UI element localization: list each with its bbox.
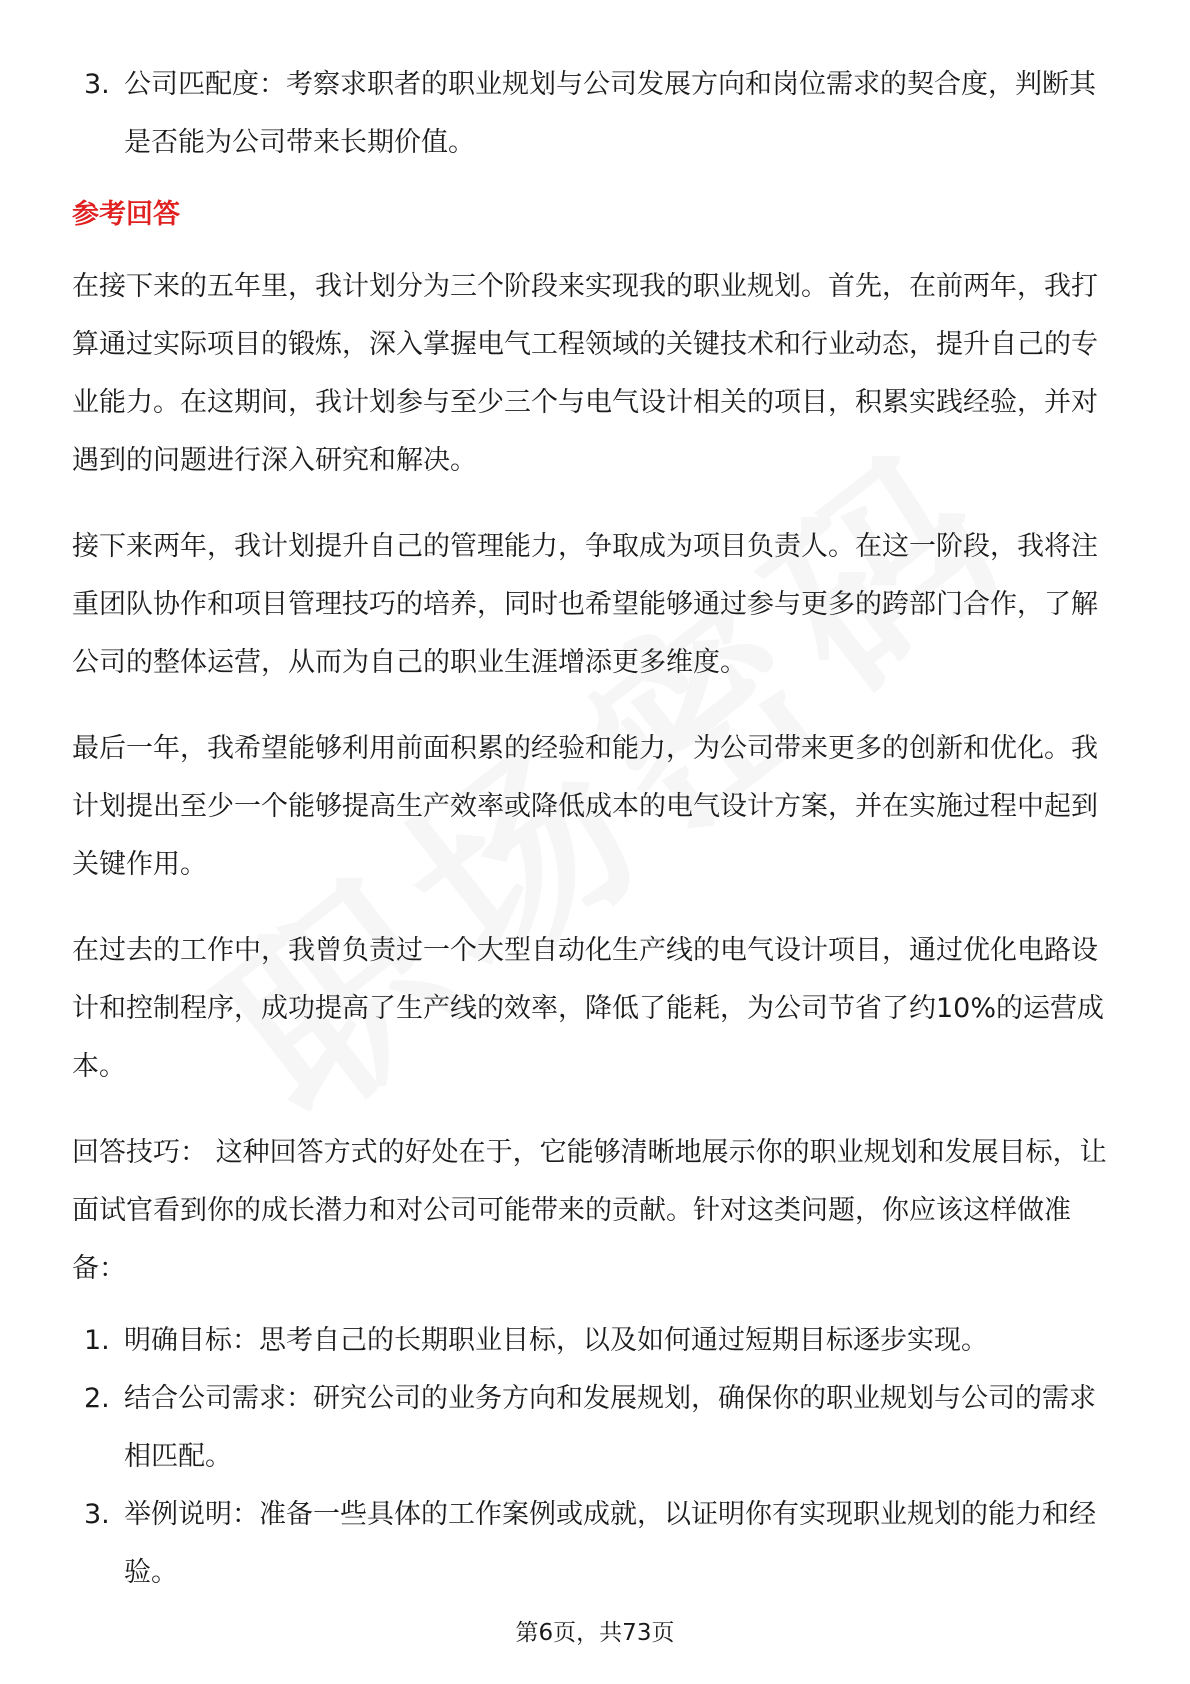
- list-item-number: 2.: [84, 1383, 110, 1414]
- list-item: [72, 56, 1118, 172]
- paragraph-tips-intro: 回答技巧： 这种回答方式的好处在于，它能够清晰地展示你的职业规划和发展目标，让面试官看到你的成长潜力和对公司可能带来的贡献。针对这类问题，你应该这样做准备：: [72, 1137, 1107, 1284]
- answer-heading: 参考回答: [72, 199, 180, 230]
- page-content: [72, 56, 1118, 1602]
- list-item: [72, 1486, 1118, 1602]
- paragraph: 在接下来的五年里，我计划分为三个阶段来实现我的职业规划。首先，在前两年，我打算通过实际项目的锻炼，深入掌握电气工程领域的关键技术和行业动态，提升自己的专业能力。在这期间，我计划参与至少三个与电气设计相关的项目，积累实践经验，并对遇到的问题进行深入研究和解决。: [72, 271, 1098, 476]
- list-item-text: 结合公司需求：研究公司的业务方向和发展规划，确保你的职业规划与公司的需求相匹配。: [124, 1383, 1096, 1472]
- list-item-number: 1.: [84, 1325, 110, 1356]
- page-number-footer: 第6页，共73页: [515, 1620, 675, 1646]
- paragraph: 接下来两年，我计划提升自己的管理能力，争取成为项目负责人。在这一阶段，我将注重团队协作和项目管理技巧的培养，同时也希望能够通过参与更多的跨部门合作，了解公司的整体运营，从而为自己的职业生涯增添更多维度。: [72, 531, 1098, 678]
- list-item-text: 明确目标：思考自己的长期职业目标，以及如何通过短期目标逐步实现。: [124, 1325, 988, 1356]
- list-item: [72, 1370, 1118, 1486]
- tips-list: [72, 1312, 1118, 1602]
- list-item-text: 举例说明：准备一些具体的工作案例或成就，以证明你有实现职业规划的能力和经验。: [124, 1499, 1096, 1588]
- list-item-number: 3.: [84, 69, 110, 100]
- list-item-text: 公司匹配度：考察求职者的职业规划与公司发展方向和岗位需求的契合度，判断其是否能为公司带来长期价值。: [124, 69, 1096, 158]
- paragraph: 最后一年，我希望能够利用前面积累的经验和能力，为公司带来更多的创新和优化。我计划提出至少一个能够提高生产效率或降低成本的电气设计方案，并在实施过程中起到关键作用。: [72, 733, 1098, 880]
- list-item: [72, 1312, 1118, 1370]
- paragraph: 在过去的工作中，我曾负责过一个大型自动化生产线的电气设计项目，通过优化电路设计和控制程序，成功提高了生产线的效率，降低了能耗，为公司节省了约10%的运营成本。: [72, 935, 1105, 1082]
- list-item-number: 3.: [84, 1499, 110, 1530]
- criteria-list: [72, 56, 1118, 172]
